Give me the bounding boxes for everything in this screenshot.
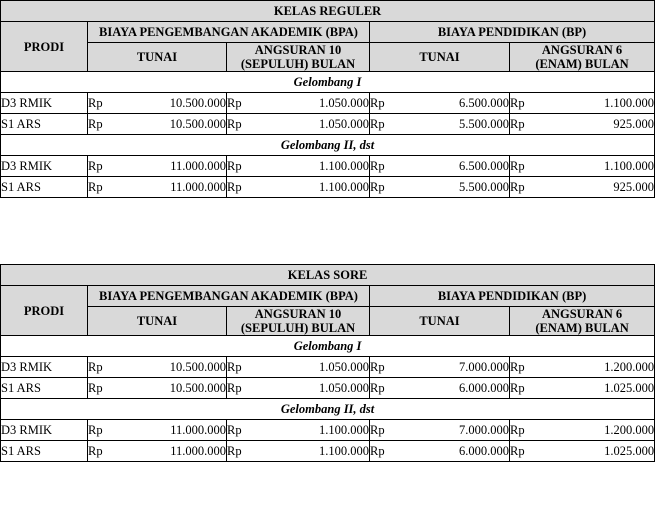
currency-cell: Rp xyxy=(227,156,262,177)
header-bpa-installment: ANGSURAN 10 (SEPULUH) BULAN xyxy=(227,307,370,336)
bpa-cash-cell: 10.500.000 xyxy=(123,114,227,135)
table-title: KELAS REGULER xyxy=(1,1,655,22)
bpa-installment-cell: 1.100.000 xyxy=(262,156,370,177)
header-bp-cash: TUNAI xyxy=(370,307,510,336)
bp-cash-cell: 5.500.000 xyxy=(405,177,510,198)
currency-cell: Rp xyxy=(510,156,545,177)
bp-cash-cell: 7.000.000 xyxy=(405,420,510,441)
bp-installment-cell: 1.025.000 xyxy=(545,378,655,399)
bp-cash-cell: 6.500.000 xyxy=(405,93,510,114)
currency-cell: Rp xyxy=(370,420,405,441)
bpa-installment-cell: 1.050.000 xyxy=(262,378,370,399)
currency-cell: Rp xyxy=(370,378,405,399)
currency-cell: Rp xyxy=(370,177,405,198)
fee-table-sore xyxy=(0,264,655,462)
bpa-installment-cell: 1.050.000 xyxy=(262,93,370,114)
currency-cell: Rp xyxy=(370,93,405,114)
currency-cell: Rp xyxy=(227,357,262,378)
bpa-cash-cell: 10.500.000 xyxy=(123,378,227,399)
table-title: KELAS SORE xyxy=(1,265,655,286)
header-bpa: BIAYA PENGEMBANGAN AKADEMIK (BPA) xyxy=(88,22,370,43)
currency-cell: Rp xyxy=(370,357,405,378)
prodi-cell: D3 RMIK xyxy=(1,420,88,441)
bpa-cash-cell: 10.500.000 xyxy=(123,357,227,378)
header-bp: BIAYA PENDIDIKAN (BP) xyxy=(370,22,655,43)
currency-cell: Rp xyxy=(227,114,262,135)
bpa-cash-cell: 11.000.000 xyxy=(123,441,227,462)
header-bpa-cash: TUNAI xyxy=(88,43,227,72)
header-bpa-installment: ANGSURAN 10 (SEPULUH) BULAN xyxy=(227,43,370,72)
fee-table-reguler xyxy=(0,0,655,198)
bpa-installment-cell: 1.100.000 xyxy=(262,441,370,462)
currency-cell: Rp xyxy=(227,93,262,114)
bp-installment-cell: 1.200.000 xyxy=(545,420,655,441)
currency-cell: Rp xyxy=(88,357,123,378)
table-row xyxy=(1,156,655,177)
currency-cell: Rp xyxy=(370,156,405,177)
header-prodi: PRODI xyxy=(1,22,88,72)
header-bpa: BIAYA PENGEMBANGAN AKADEMIK (BPA) xyxy=(88,286,370,307)
currency-cell: Rp xyxy=(510,357,545,378)
header-prodi: PRODI xyxy=(1,286,88,336)
currency-cell: Rp xyxy=(510,114,545,135)
bp-cash-cell: 7.000.000 xyxy=(405,357,510,378)
bp-cash-cell: 6.500.000 xyxy=(405,156,510,177)
bp-installment-cell: 1.200.000 xyxy=(545,357,655,378)
header-bpa-cash: TUNAI xyxy=(88,307,227,336)
table-row xyxy=(1,357,655,378)
currency-cell: Rp xyxy=(88,114,123,135)
table-row xyxy=(1,441,655,462)
bp-cash-cell: 6.000.000 xyxy=(405,441,510,462)
currency-cell: Rp xyxy=(510,441,545,462)
bp-installment-cell: 925.000 xyxy=(545,177,655,198)
currency-cell: Rp xyxy=(510,93,545,114)
currency-cell: Rp xyxy=(88,441,123,462)
bp-cash-cell: 6.000.000 xyxy=(405,378,510,399)
currency-cell: Rp xyxy=(88,420,123,441)
currency-cell: Rp xyxy=(227,177,262,198)
table-row xyxy=(1,177,655,198)
bpa-installment-cell: 1.100.000 xyxy=(262,177,370,198)
bpa-installment-cell: 1.050.000 xyxy=(262,114,370,135)
currency-cell: Rp xyxy=(88,378,123,399)
prodi-cell: D3 RMIK xyxy=(1,156,88,177)
currency-cell: Rp xyxy=(510,378,545,399)
bp-installment-cell: 1.025.000 xyxy=(545,441,655,462)
currency-cell: Rp xyxy=(510,420,545,441)
table-row xyxy=(1,93,655,114)
prodi-cell: S1 ARS xyxy=(1,378,88,399)
currency-cell: Rp xyxy=(370,441,405,462)
bp-installment-cell: 925.000 xyxy=(545,114,655,135)
header-bp-installment: ANGSURAN 6 (ENAM) BULAN xyxy=(510,43,655,72)
bp-cash-cell: 5.500.000 xyxy=(405,114,510,135)
table-row xyxy=(1,420,655,441)
bpa-installment-cell: 1.100.000 xyxy=(262,420,370,441)
bpa-cash-cell: 11.000.000 xyxy=(123,177,227,198)
table-row xyxy=(1,114,655,135)
currency-cell: Rp xyxy=(88,156,123,177)
currency-cell: Rp xyxy=(227,441,262,462)
bpa-installment-cell: 1.050.000 xyxy=(262,357,370,378)
prodi-cell: S1 ARS xyxy=(1,177,88,198)
currency-cell: Rp xyxy=(88,177,123,198)
currency-cell: Rp xyxy=(510,177,545,198)
currency-cell: Rp xyxy=(370,114,405,135)
prodi-cell: D3 RMIK xyxy=(1,93,88,114)
header-bp-installment: ANGSURAN 6 (ENAM) BULAN xyxy=(510,307,655,336)
bpa-cash-cell: 10.500.000 xyxy=(123,93,227,114)
prodi-cell: D3 RMIK xyxy=(1,357,88,378)
bpa-cash-cell: 11.000.000 xyxy=(123,156,227,177)
wave-label: Gelombang II, dst xyxy=(1,135,655,156)
wave-label: Gelombang I xyxy=(1,336,655,357)
wave-label: Gelombang I xyxy=(1,72,655,93)
prodi-cell: S1 ARS xyxy=(1,114,88,135)
currency-cell: Rp xyxy=(227,378,262,399)
header-bp: BIAYA PENDIDIKAN (BP) xyxy=(370,286,655,307)
currency-cell: Rp xyxy=(88,93,123,114)
table-row xyxy=(1,378,655,399)
prodi-cell: S1 ARS xyxy=(1,441,88,462)
bp-installment-cell: 1.100.000 xyxy=(545,156,655,177)
wave-label: Gelombang II, dst xyxy=(1,399,655,420)
bp-installment-cell: 1.100.000 xyxy=(545,93,655,114)
header-bp-cash: TUNAI xyxy=(370,43,510,72)
currency-cell: Rp xyxy=(227,420,262,441)
bpa-cash-cell: 11.000.000 xyxy=(123,420,227,441)
